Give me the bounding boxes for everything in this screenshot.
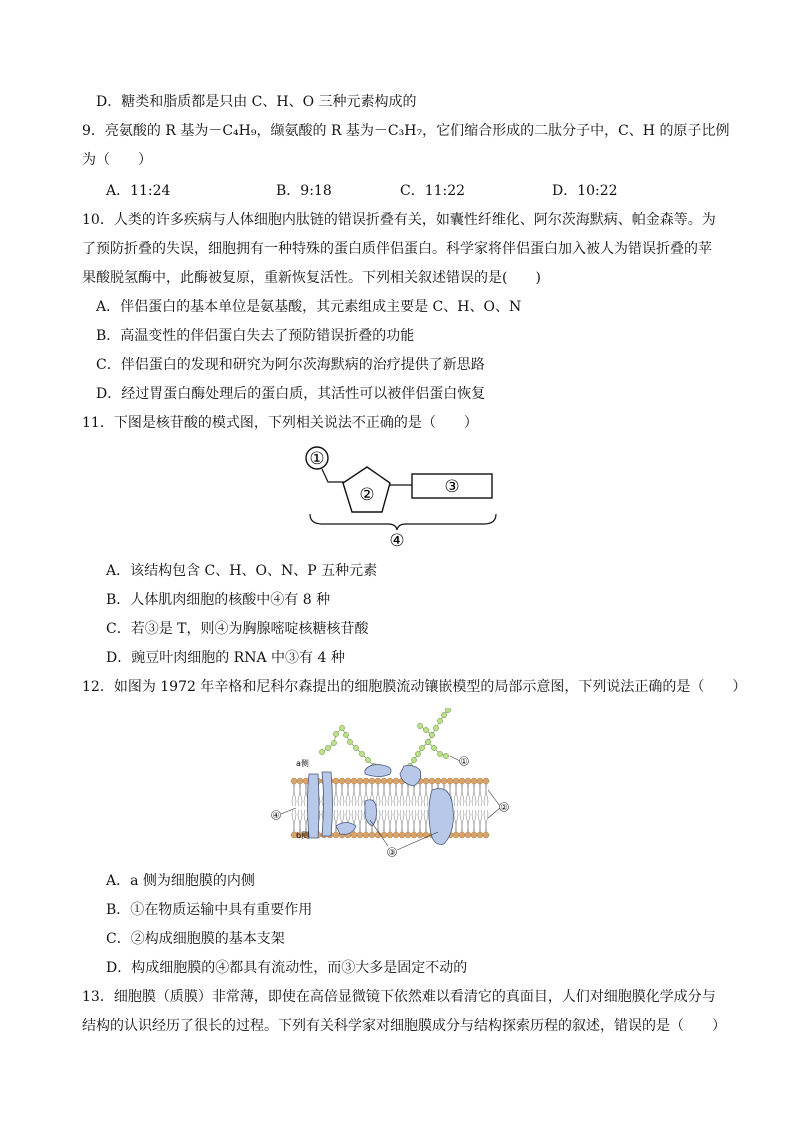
lipid-tail <box>456 784 458 806</box>
lipid-tail <box>408 810 410 832</box>
lipid-tail <box>396 784 398 806</box>
lipid-tail <box>384 810 386 832</box>
lipid-tail <box>334 810 336 832</box>
lipid-tail <box>406 784 408 806</box>
q9-option-d: D．10:22 <box>552 183 618 199</box>
lipid-tail <box>472 784 474 806</box>
lipid-head <box>405 832 411 838</box>
lipid-head <box>363 832 369 838</box>
lipid-tail <box>360 784 362 806</box>
sugar-bead <box>431 745 436 750</box>
phospholipid-bilayer <box>291 778 489 838</box>
sugar-bead <box>359 751 364 756</box>
lipid-tail <box>304 810 306 832</box>
lipid-tail <box>484 784 486 806</box>
sugar-bead <box>325 745 330 750</box>
lipid-tail <box>424 784 426 806</box>
lipid-tail <box>300 810 302 832</box>
q12-option-b: B．①在物质运输中具有重要作用 <box>106 902 313 918</box>
lipid-head <box>459 832 465 838</box>
lipid-tail <box>462 784 464 806</box>
leader-4 <box>281 808 296 814</box>
membrane-proteins <box>308 765 454 845</box>
q10-option-c: C．伴侣蛋白的发现和研究为阿尔茨海默病的治疗提供了新思路 <box>96 357 485 373</box>
lipid-head <box>333 832 339 838</box>
lipid-head <box>483 832 489 838</box>
lipid-tail <box>414 784 416 806</box>
q11-option-c: C．若③是 T，则④为胸腺嘧啶核糖核苷酸 <box>106 621 369 637</box>
sugar-chain <box>428 742 446 756</box>
phosphate-bond <box>322 469 344 482</box>
q9-stem-line2: 为（ ） <box>82 152 152 168</box>
leader-2a <box>488 790 500 806</box>
lipid-head <box>333 778 339 784</box>
q12-option-a: A．a 侧为细胞膜的内侧 <box>106 873 255 889</box>
channel-protein-right <box>322 772 333 836</box>
lipid-head <box>351 832 357 838</box>
membrane-diagram <box>262 708 522 866</box>
lipid-tail <box>466 810 468 832</box>
lipid-tail <box>400 784 402 806</box>
q10-option-b: B．高温变性的伴侣蛋白失去了预防错误折叠的功能 <box>96 328 415 344</box>
q10-stem-line2: 了预防折叠的失误，细胞拥有一种特殊的蛋白质伴侣蛋白。科学家将伴侣蛋白加入被人为错误折叠的苹 <box>82 241 712 257</box>
lipid-tail <box>358 810 360 832</box>
lipid-head <box>471 832 477 838</box>
lipid-head <box>357 778 363 784</box>
lipid-head <box>429 778 435 784</box>
lipid-head <box>369 778 375 784</box>
sugar-bead <box>419 745 424 750</box>
lipid-head <box>411 832 417 838</box>
lipid-tail <box>388 810 390 832</box>
lipid-head <box>435 778 441 784</box>
lipid-head <box>447 778 453 784</box>
q11-option-b: B．人体肌肉细胞的核酸中④有 8 种 <box>106 592 331 608</box>
lipid-tail <box>346 784 348 806</box>
sugar-bead <box>415 751 420 756</box>
lipid-tail <box>418 810 420 832</box>
lipid-head <box>477 832 483 838</box>
q11-option-d: D．豌豆叶肉细胞的 RNA 中③有 4 种 <box>106 650 345 666</box>
sugar-bead <box>411 757 416 762</box>
sugar-chain <box>410 710 448 766</box>
lipid-tail <box>396 810 398 832</box>
q8-option-d: D．糖类和脂质都是只由 C、H、O 三种元素构成的 <box>96 94 417 110</box>
lipid-tail <box>378 810 380 832</box>
lipid-tail <box>408 784 410 806</box>
glycocalyx-chains <box>319 708 450 769</box>
lipid-tail <box>486 784 488 806</box>
lipid-head <box>453 832 459 838</box>
lipid-head <box>477 778 483 784</box>
sugar-bead <box>441 712 446 717</box>
marker-4-label: ④ <box>272 811 280 820</box>
lipid-tail <box>424 810 426 832</box>
q9-options <box>106 180 726 200</box>
lipid-head <box>441 778 447 784</box>
lipid-tail <box>352 784 354 806</box>
lipid-tail <box>414 810 416 832</box>
marker-2-label: ② <box>500 803 508 812</box>
lipid-tail <box>472 810 474 832</box>
sugar-bead <box>331 740 336 745</box>
side-b-label: b侧 <box>296 831 310 840</box>
lipid-tail <box>340 784 342 806</box>
lipid-head <box>453 778 459 784</box>
lipid-head <box>387 778 393 784</box>
sugar-bead <box>319 749 324 754</box>
lipid-tail <box>358 784 360 806</box>
nucleotide-brace <box>310 514 496 530</box>
q10-stem-line1: 10．人类的许多疾病与人体细胞内肽链的错误折叠有关，如囊性纤维化、阿尔茨海默病、帕金森等。为 <box>82 212 716 228</box>
lipid-tail <box>420 784 422 806</box>
lipid-tail <box>336 784 338 806</box>
nucleotide-diagram <box>300 442 500 552</box>
lipid-tail <box>378 784 380 806</box>
peripheral-protein-top <box>365 765 391 777</box>
lipid-head <box>459 778 465 784</box>
q10-option-d: D．经过胃蛋白酶处理后的蛋白质，其活性可以被伴侣蛋白恢复 <box>96 386 486 402</box>
lipid-tail <box>454 784 456 806</box>
nucleotide-label: ④ <box>389 531 405 551</box>
sugar-bead <box>339 725 344 730</box>
lipid-head <box>369 832 375 838</box>
lipid-tail <box>412 810 414 832</box>
q9-option-a: A．11:24 <box>106 183 171 199</box>
sugar-bead <box>445 708 450 713</box>
lipid-tail <box>420 810 422 832</box>
lipid-tail <box>480 810 482 832</box>
lipid-tail <box>456 810 458 832</box>
lipid-tail <box>298 784 300 806</box>
lipid-tail <box>394 810 396 832</box>
lipid-tail <box>474 784 476 806</box>
lipid-tail <box>478 784 480 806</box>
q10-stem-line3: 果酸脱氢酶中，此酶被复原，重新恢复活性。下列相关叙述错误的是( ) <box>82 270 541 286</box>
side-a-label: a侧 <box>296 759 309 768</box>
lipid-head <box>471 778 477 784</box>
lipid-tail <box>426 810 428 832</box>
lipid-tail <box>390 810 392 832</box>
lipid-tail <box>460 810 462 832</box>
lipid-head <box>465 778 471 784</box>
lipid-head <box>363 778 369 784</box>
lipid-tail <box>468 784 470 806</box>
lipid-head <box>465 832 471 838</box>
q12-option-d: D．构成细胞膜的④都具有流动性，而③大多是固定不动的 <box>106 960 468 976</box>
lipid-tail <box>460 784 462 806</box>
base-label: ③ <box>444 477 460 497</box>
sugar-bead <box>425 739 430 744</box>
lipid-tail <box>466 784 468 806</box>
sugar-bead <box>347 739 352 744</box>
lipid-tail <box>348 784 350 806</box>
sugar-bead <box>437 718 442 723</box>
integral-protein-small <box>365 800 377 826</box>
lipid-tail <box>292 784 294 806</box>
leader-1 <box>450 756 460 761</box>
lipid-tail <box>412 784 414 806</box>
sugar-bead <box>429 732 434 737</box>
q11-stem: 11．下图是核苷酸的模式图，下列相关说法不正确的是（ ） <box>82 415 478 431</box>
q9-option-b: B．9:18 <box>276 183 332 199</box>
sugar-bead <box>353 745 358 750</box>
lipid-tail <box>468 810 470 832</box>
lipid-tail <box>400 810 402 832</box>
lipid-tail <box>300 784 302 806</box>
channel-protein-left <box>308 774 320 838</box>
sugar-bead <box>343 732 348 737</box>
lipid-tail <box>462 810 464 832</box>
lipid-tail <box>484 810 486 832</box>
q9-stem-line1: 9．亮氨酸的 R 基为－C₄H₉，缬氨酸的 R 基为－C₃H₇，它们缩合形成的二肽分子中，C、H 的原子比例 <box>82 123 730 139</box>
sugar-bead <box>417 723 422 728</box>
q10-option-a: A．伴侣蛋白的基本单位是氨基酸，其元素组成主要是 C、H、O、N <box>96 299 522 315</box>
lipid-head <box>393 778 399 784</box>
lipid-tail <box>390 784 392 806</box>
q9-option-c: C．11:22 <box>400 183 466 199</box>
integral-protein-large <box>429 789 454 845</box>
lipid-head <box>345 778 351 784</box>
lipid-head <box>387 832 393 838</box>
lipid-tail <box>486 810 488 832</box>
lipid-tail <box>382 810 384 832</box>
sugar-label: ② <box>359 485 375 505</box>
lipid-tail <box>294 810 296 832</box>
lipid-head <box>297 778 303 784</box>
lipid-tail <box>292 810 294 832</box>
lipid-head <box>375 778 381 784</box>
lipid-tail <box>342 784 344 806</box>
lipid-tail <box>474 810 476 832</box>
lipid-head <box>339 778 345 784</box>
lipid-tail <box>334 784 336 806</box>
lipid-tail <box>454 810 456 832</box>
lipid-head <box>357 832 363 838</box>
lipid-tail <box>426 784 428 806</box>
lipid-tail <box>418 784 420 806</box>
lipid-tail <box>360 810 362 832</box>
phosphate-label: ① <box>309 449 325 469</box>
lipid-tail <box>382 784 384 806</box>
lipid-head <box>417 832 423 838</box>
sugar-bead <box>333 731 338 736</box>
sugar-bead <box>433 725 438 730</box>
lipid-head <box>399 832 405 838</box>
sugar-bead <box>365 757 370 762</box>
lipid-tail <box>406 810 408 832</box>
lipid-head <box>423 778 429 784</box>
lipid-tail <box>304 784 306 806</box>
q11-option-a: A．该结构包含 C、H、O、N、P 五种元素 <box>106 563 378 579</box>
lipid-tail <box>294 784 296 806</box>
lipid-tail <box>354 784 356 806</box>
q13-stem-line2: 结构的认识经历了很长的过程。下列有关科学家对细胞膜成分与结构探索历程的叙述，错误的是（ ） <box>82 1018 726 1034</box>
marker-1-label: ① <box>460 757 468 766</box>
lipid-tail <box>394 784 396 806</box>
lipid-tail <box>376 784 378 806</box>
lipid-head <box>483 778 489 784</box>
lipid-tail <box>384 784 386 806</box>
lipid-head <box>291 778 297 784</box>
sugar-bead <box>437 751 442 756</box>
lipid-tail <box>480 784 482 806</box>
lipid-tail <box>478 810 480 832</box>
lipid-tail <box>402 784 404 806</box>
sugar-bead <box>423 727 428 732</box>
q13-stem-line1: 13．细胞膜（质膜）非常薄，即使在高倍显微镜下依然难以看清它的真面目，人们对细胞膜化学成分与 <box>82 989 716 1005</box>
lipid-head <box>393 832 399 838</box>
q12-option-c: C．②构成细胞膜的基本支架 <box>106 931 285 947</box>
lipid-tail <box>298 810 300 832</box>
marker-3-label: ③ <box>388 848 396 857</box>
sugar-bead <box>443 753 448 758</box>
q12-stem: 12．如图为 1972 年辛格和尼科尔森提出的细胞膜流动镶嵌模型的局部示意图，下列说法正确的是（ ） <box>82 679 747 695</box>
lipid-tail <box>388 784 390 806</box>
leader-2b <box>488 808 500 818</box>
lipid-tail <box>402 810 404 832</box>
lipid-head <box>351 778 357 784</box>
lipid-head <box>381 778 387 784</box>
